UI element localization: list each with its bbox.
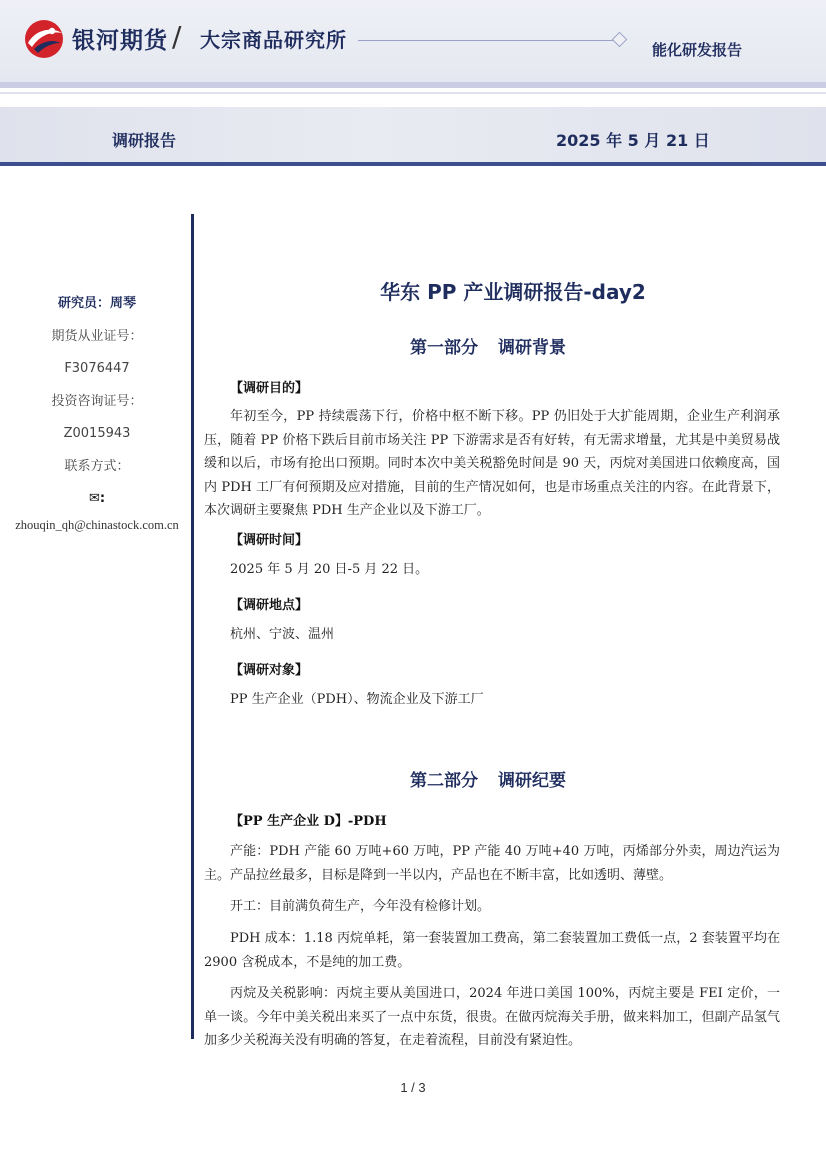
part1-heading (200, 333, 776, 358)
license-number: F3076447 (64, 361, 130, 376)
purpose-paragraph: 年初至今，PP 持续震荡下行，价格中枢不断下移。PP 仍旧处于大扩能周期，企业生产利润承压，随着 PP 价格下跌后目前市场关注 PP 下游需求是否有好转，有无需求增量，尤其是中美贸易战缓和以后，市场有抢出口预期。同时本次中美关税豁免时间是 90 天，丙烷对美国进口依赖度高，国内 PDH 工厂有何预期及应对措施，目前的生产情况如何，也是市场重点关注的内容。在此背景下，本次调研主要聚焦 PDH 生产企业以及下游工厂。 (204, 409, 780, 518)
contact-label: 联系方式： (64, 458, 130, 474)
place-heading: 【调研地点】 (230, 598, 309, 613)
galaxy-futures-logo-icon (22, 19, 66, 59)
header-rule (0, 82, 826, 88)
part1-number: 第一部分 (410, 338, 478, 358)
part2-heading (200, 766, 776, 791)
brand-name: 银河期货 (72, 28, 168, 54)
place-paragraph: 杭州、宁波、温州 (230, 627, 335, 642)
report-date: 2025 年 5 月 21 日 (556, 131, 710, 150)
consult-number: Z0015943 (63, 426, 131, 441)
analyst-name: 研究员：周琴 (57, 296, 136, 311)
part2-number: 第二部分 (410, 771, 478, 791)
purpose-heading: 【调研目的】 (230, 381, 309, 396)
analyst-email[interactable]: zhouqin_qh@chinastock.com.cn (15, 518, 179, 532)
capacity-paragraph: 产能：PDH 产能 60 万吨+60 万吨，PP 产能 40 万吨+40 万吨，丙烯部分外卖，周边汽运为主。产品拉丝最多，目标是降到一半以内，产品也在不断丰富，比如透明、薄壁。 (204, 844, 780, 883)
cost-paragraph: PDH 成本：1.18 丙烷单耗，第一套装置加工费高，第二套装置加工费低一点，2 套装置平均在 2900 含税成本，不是纯的加工费。 (204, 931, 780, 970)
subheader-rule (0, 162, 826, 166)
header-rule-thin (0, 92, 826, 94)
time-paragraph: 2025 年 5 月 20 日-5 月 22 日。 (230, 562, 429, 577)
mail-icon: ✉: (88, 491, 106, 506)
company-d-heading: 【PP 生产企业 D】-PDH (230, 814, 387, 829)
report-category: 调研报告 (112, 131, 177, 150)
operation-paragraph: 开工：目前满负荷生产，今年没有检修计划。 (230, 899, 491, 914)
analyst-sidebar (4, 296, 190, 535)
tariff-paragraph: 丙烷及关税影响：丙烷主要从美国进口，2024 年进口美国 100%，丙烷主要是 FEI 定价，一单一谈。今年中美关税出来买了一点中东货，很贵。在做丙烷海关手册，做来料加工，但副产品氢气加多少关税海关没有明确的答复，在走着流程，目前没有紧迫性。 (204, 986, 780, 1048)
header-slash: / (172, 20, 182, 53)
part2-name: 调研纪要 (498, 771, 566, 791)
page-number: 1 / 3 (400, 1080, 426, 1095)
consult-label: 投资咨询证号： (51, 393, 143, 409)
part1-name: 调研背景 (498, 338, 566, 358)
report-title: 华东 PP 产业调研报告-day2 (380, 280, 646, 304)
object-heading: 【调研对象】 (230, 663, 309, 678)
institute-name: 大宗商品研究所 (200, 28, 347, 52)
time-heading: 【调研时间】 (230, 533, 309, 548)
license-label: 期货从业证号： (51, 328, 143, 344)
sidebar-divider (191, 214, 194, 1039)
object-paragraph: PP 生产企业（PDH）、物流企业及下游工厂 (230, 692, 484, 707)
report-type: 能化研发报告 (652, 41, 743, 59)
header-decor-line (358, 40, 616, 41)
